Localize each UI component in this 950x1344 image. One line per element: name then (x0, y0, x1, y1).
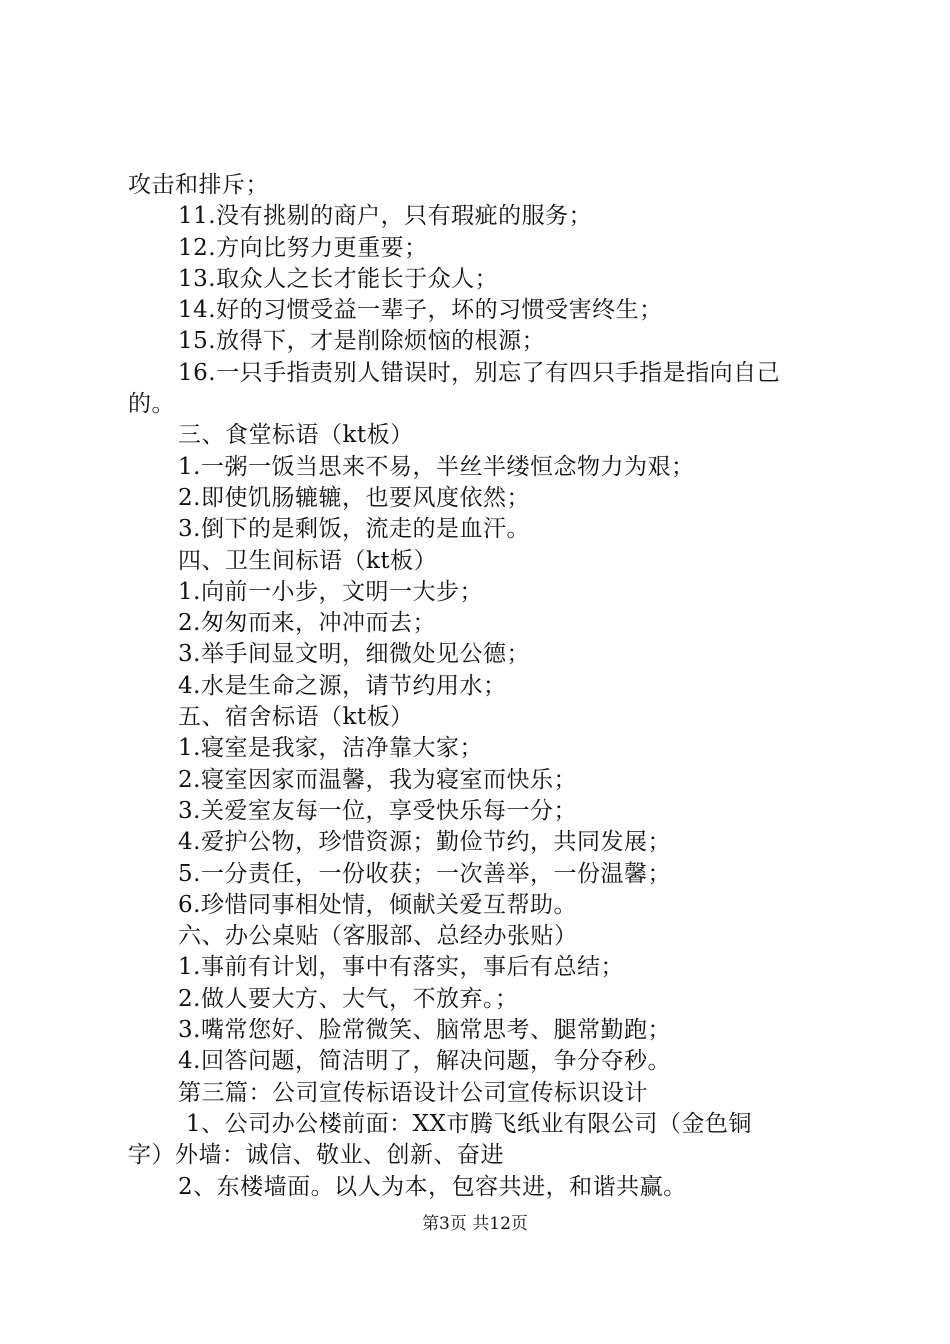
slogan-item: 15.放得下，才是削除烦恼的根源； (178, 328, 546, 355)
slogan-item: 3.倒下的是剩饭，流走的是血汗。 (178, 516, 530, 543)
slogan-item: 13.取众人之长才能长于众人； (178, 265, 499, 292)
text-line: 字）外墙：诚信、敬业、创新、奋进 (128, 1142, 504, 1169)
section-heading: 四、卫生间标语（kt板） (178, 547, 438, 574)
slogan-item: 3.嘴常您好、脸常微笑、脑常思考、腿常勤跑； (178, 1017, 671, 1044)
slogan-item: 2.寝室因家而温馨，我为寝室而快乐； (178, 766, 577, 793)
slogan-item: 5.一分责任，一份收获；一次善举，一份温馨； (178, 860, 671, 887)
slogan-item: 4.爱护公物，珍惜资源；勤俭节约，共同发展； (178, 829, 671, 856)
text-line: 的。 (128, 391, 175, 418)
slogan-item: 2.即使饥肠辘辘，也要风度依然； (178, 484, 530, 511)
slogan-item: 1.事前有计划，事中有落实，事后有总结； (178, 954, 624, 981)
slogan-item: 1.向前一小步，文明一大步； (178, 578, 483, 605)
text-line: 攻击和排斥； (128, 172, 269, 198)
slogan-item: 12.方向比努力更重要； (178, 234, 428, 261)
slogan-item: 3.关爱室友每一位，享受快乐每一分； (178, 797, 577, 824)
slogan-item: 14.好的习惯受益一辈子，坏的习惯受害终生； (178, 297, 663, 324)
slogan-item: 4.回答问题，简洁明了，解决问题，争分夺秒。 (178, 1048, 671, 1075)
slogan-item: 6.珍惜同事相处情，倾献关爱互帮助。 (178, 891, 577, 918)
slogan-item: 1.一粥一饭当思来不易，半丝半缕恒念物力为艰； (178, 453, 695, 480)
chapter-heading: 第三篇：公司宣传标语设计公司宣传标识设计 (178, 1079, 648, 1106)
design-item: 1、公司办公楼前面：XX市腾飞纸业有限公司（金色铜 (186, 1110, 752, 1137)
section-heading: 三、食堂标语（kt板） (178, 422, 414, 449)
slogan-item: 4.水是生命之源，请节约用水； (178, 672, 507, 699)
section-heading: 五、宿舍标语（kt板） (178, 704, 414, 731)
slogan-item: 16.一只手指责别人错误时，别忘了有四只手指是指向自己 (178, 359, 781, 386)
slogan-item: 3.举手间显文明，细微处见公德； (178, 641, 530, 668)
slogan-item: 11.没有挑剔的商户，只有瑕疵的服务； (178, 203, 593, 230)
slogan-item: 2.匆匆而来，冲冲而去； (178, 610, 436, 637)
section-heading: 六、办公桌贴（客服部、总经办张贴） (178, 923, 578, 950)
slogan-item: 2.做人要大方、大气，不放弃。； (178, 985, 519, 1012)
design-item: 2、东楼墙面。以人为本，包容共进，和谐共赢。 (178, 1173, 687, 1200)
page-number-footer: 第3页 共12页 (422, 1214, 528, 1234)
slogan-item: 1.寝室是我家，洁净靠大家； (178, 735, 483, 762)
document-body (128, 170, 838, 1203)
